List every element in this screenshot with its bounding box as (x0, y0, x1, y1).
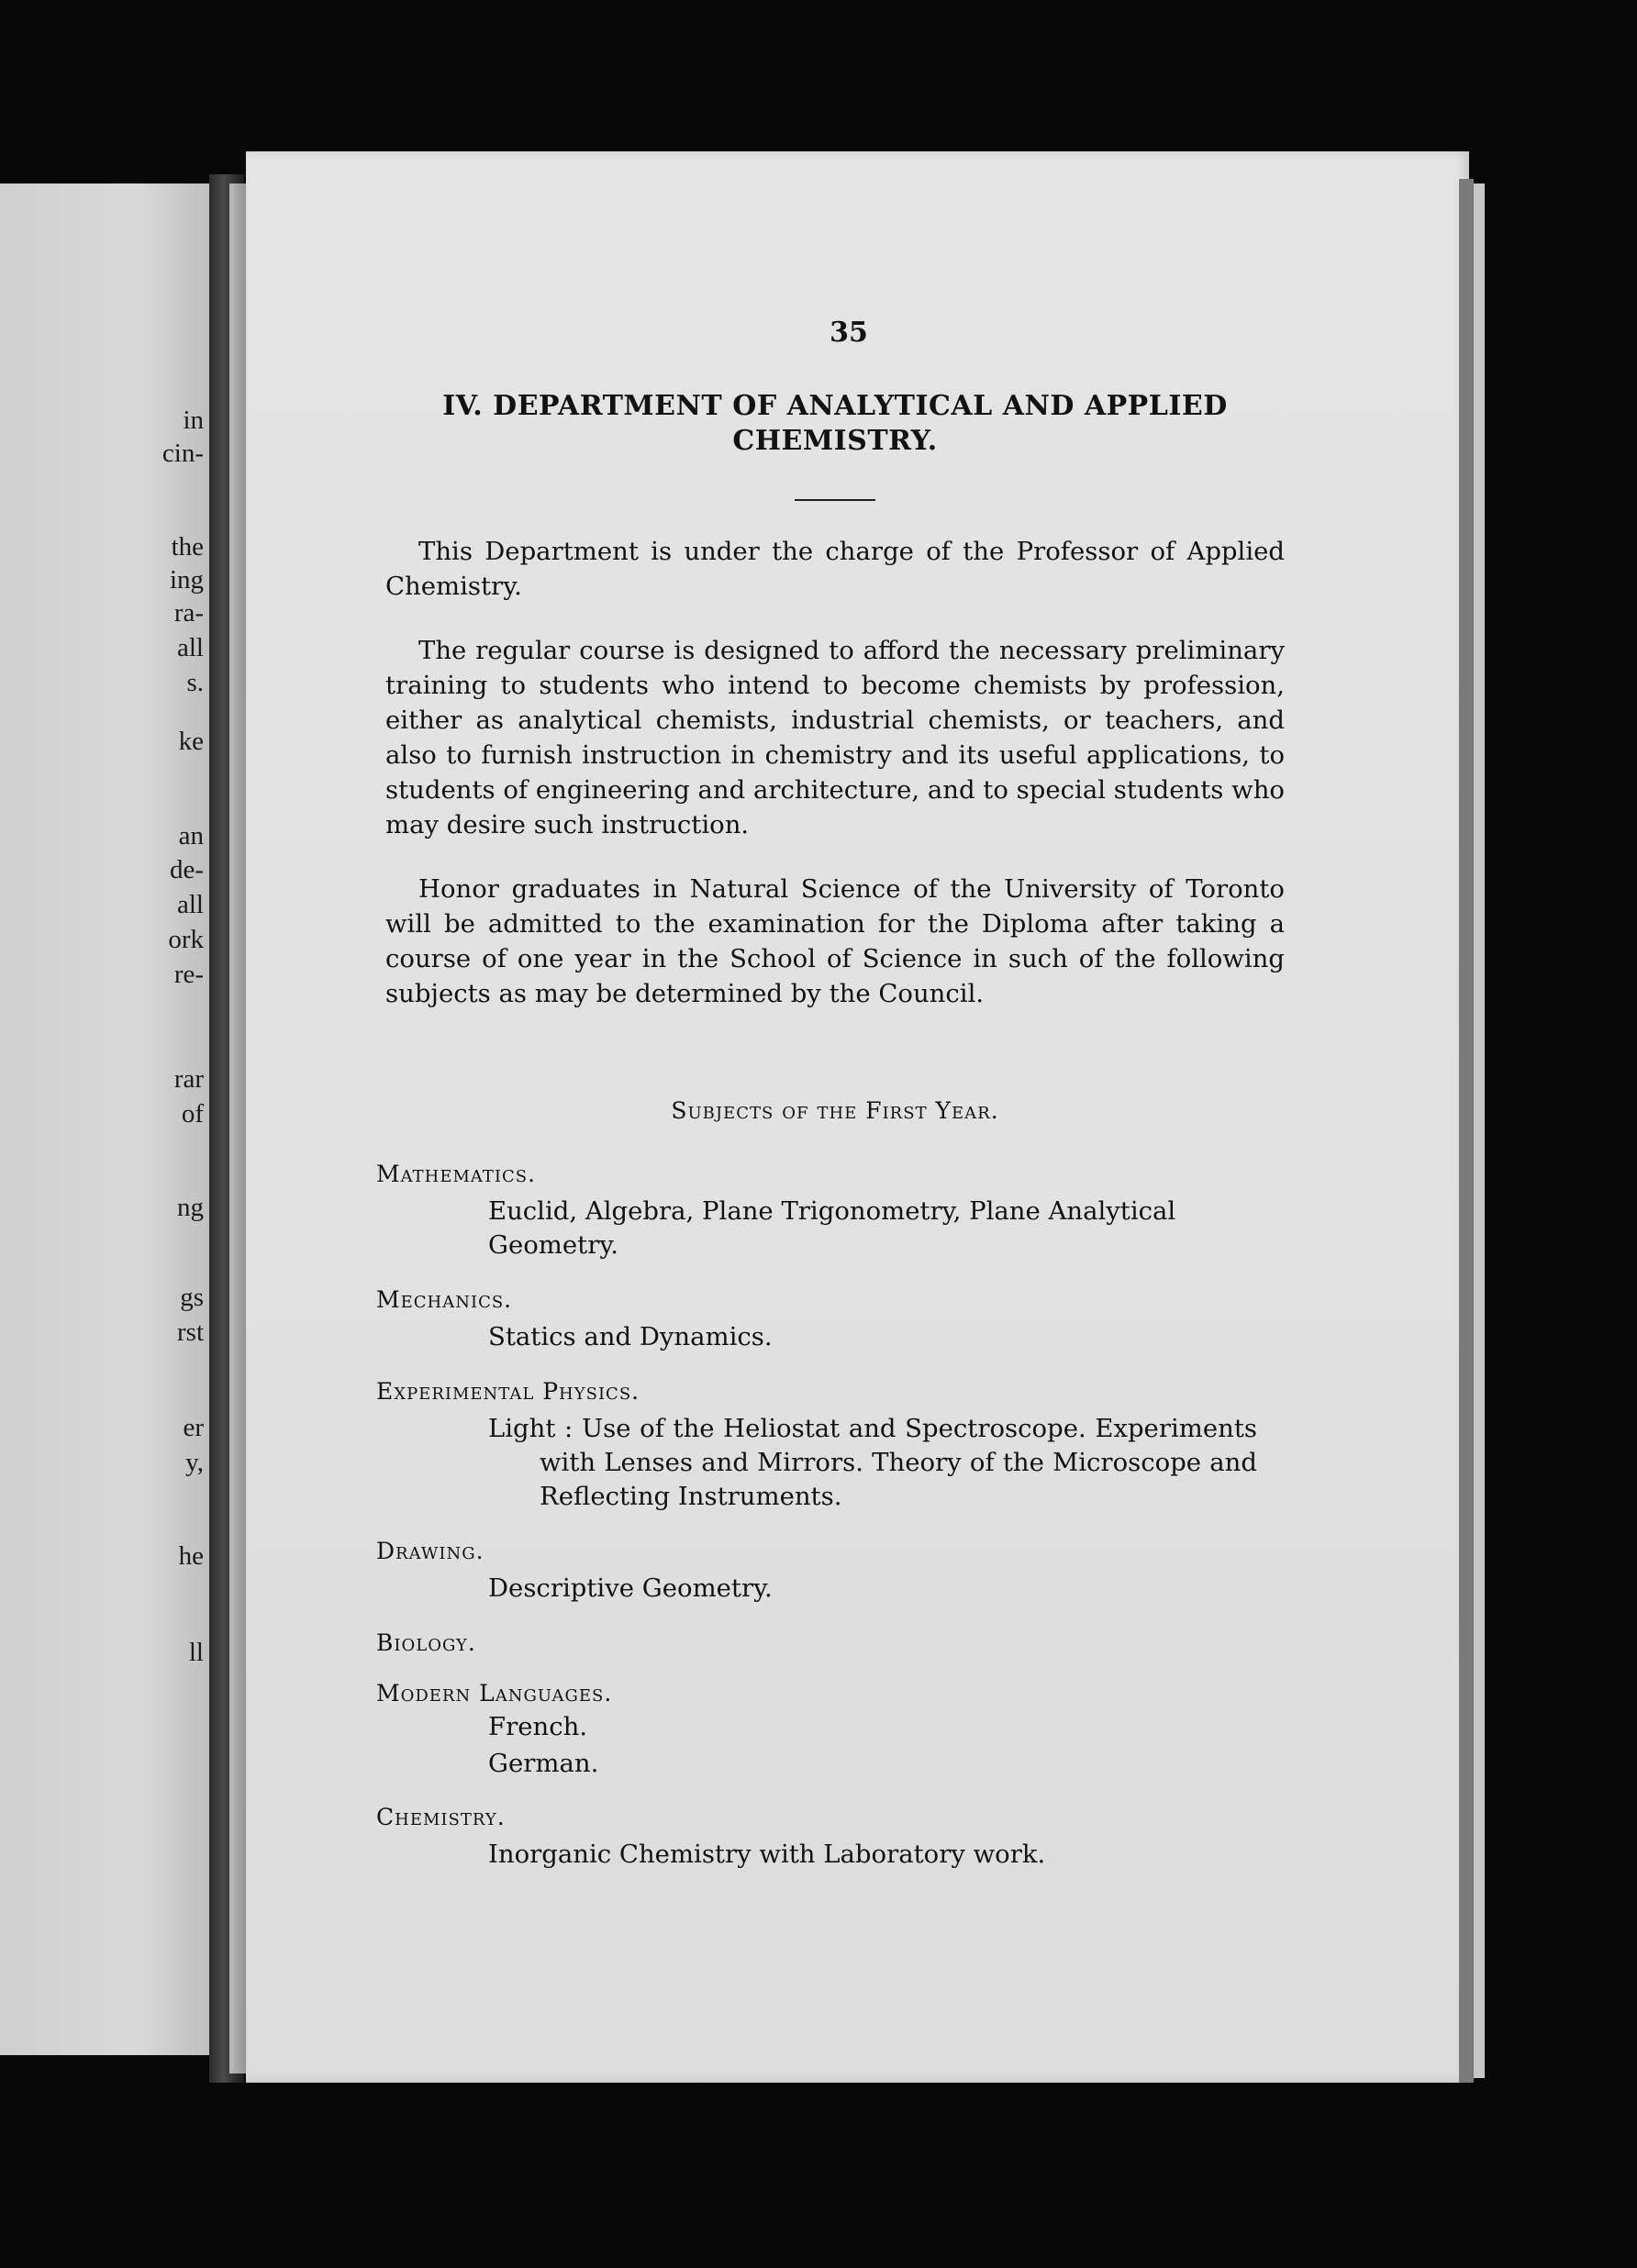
subject-detail: Euclid, Algebra, Plane Trigonometry, Plane Analytical Geometry. (488, 1196, 1176, 1260)
title-line-2: CHEMISTRY. (732, 425, 938, 457)
left-page-fragment: y, (185, 1448, 204, 1477)
subject-detail: Inorganic Chemistry with Laboratory work. (488, 1840, 1046, 1869)
left-page-fragment: rar (173, 1064, 204, 1094)
subject-name: Mathematics. (376, 1161, 537, 1187)
subject-name: Modern Languages. (376, 1680, 613, 1707)
subject-name: Experimental Physics. (376, 1378, 640, 1405)
subject-name: Drawing. (376, 1538, 484, 1564)
subject-detail: French. (488, 1712, 588, 1741)
left-page-fragment: ll (188, 1638, 204, 1667)
page-number: 35 (830, 317, 868, 349)
left-page-fragment: ke (178, 727, 204, 756)
left-page-fragment: rst (177, 1317, 204, 1347)
subject-detail: Light : Use of the Heliostat and Spectroscope. Experiments with Lenses and Mirrors. Theory of the Microscope and Reflecting Instruments. (488, 1414, 1257, 1511)
subject-detail: Descriptive Geometry. (488, 1573, 773, 1603)
left-page-fragment: in (183, 406, 204, 435)
left-page-fragment: the (171, 532, 204, 561)
paragraph-department: This Department is under the charge of the Professor of Applied Chemistry. (385, 537, 1285, 601)
left-page-fragment: ng (177, 1193, 204, 1222)
left-page-fragment: gs (180, 1283, 204, 1312)
subject-name: Chemistry. (376, 1804, 506, 1830)
subject-biology (376, 1629, 1285, 1656)
subject-mathematics (376, 1161, 1285, 1262)
left-page (0, 183, 229, 2055)
left-page-fragment: ork (168, 925, 204, 954)
left-page-fragment: ing (169, 565, 204, 595)
page-title (385, 389, 1285, 459)
paragraph-regular-course: The regular course is designed to afford the necessary preliminary training to students who intend to become chemists by profession, either as analytical chemists, industrial chemists, or teachers, and also to furnish instruction in chemistry and its useful applications, to students of engineering and architecture, and to special students who may desire such instruction. (385, 636, 1285, 839)
page-edge-stack (1474, 183, 1485, 2078)
left-page-fragment: s. (186, 668, 204, 697)
left-page-fragment: er (183, 1413, 204, 1442)
left-page-fragment: re- (173, 960, 204, 989)
left-page-fragment: of (181, 1099, 204, 1128)
title-rule (795, 499, 875, 501)
subject-detail: Statics and Dynamics. (488, 1322, 773, 1351)
title-line-1: IV. DEPARTMENT OF ANALYTICAL AND APPLIED (442, 390, 1228, 422)
paragraph-honor-graduates: Honor graduates in Natural Science of the University of Toronto will be admitted to the examination for the Diploma after taking a course of one year in the School of Science in such of the following subjects as may be determined by the Council. (385, 874, 1285, 1008)
subject-mechanics (376, 1286, 1285, 1354)
left-page-fragment: an (178, 821, 204, 850)
subject-chemistry (376, 1804, 1285, 1872)
subject-drawing (376, 1538, 1285, 1606)
subject-name: Mechanics. (376, 1286, 513, 1313)
subjects-list (376, 1161, 1285, 1872)
page-content (376, 317, 1285, 1896)
left-page-fragment: all (177, 890, 204, 919)
left-page-fragment: all (177, 633, 204, 662)
left-page-fragment: ra- (173, 598, 204, 628)
left-page-fragment: de- (169, 855, 204, 884)
subject-modern-languages (376, 1680, 1285, 1780)
subjects-heading: Subjects of the First Year. (671, 1097, 999, 1124)
subject-detail: German. (488, 1749, 599, 1778)
page-edge (1459, 179, 1474, 2083)
subject-experimental-physics (376, 1378, 1285, 1514)
left-page-fragment: cin- (161, 439, 204, 468)
left-page-fragment: he (178, 1541, 204, 1571)
subject-name: Biology. (376, 1629, 476, 1656)
